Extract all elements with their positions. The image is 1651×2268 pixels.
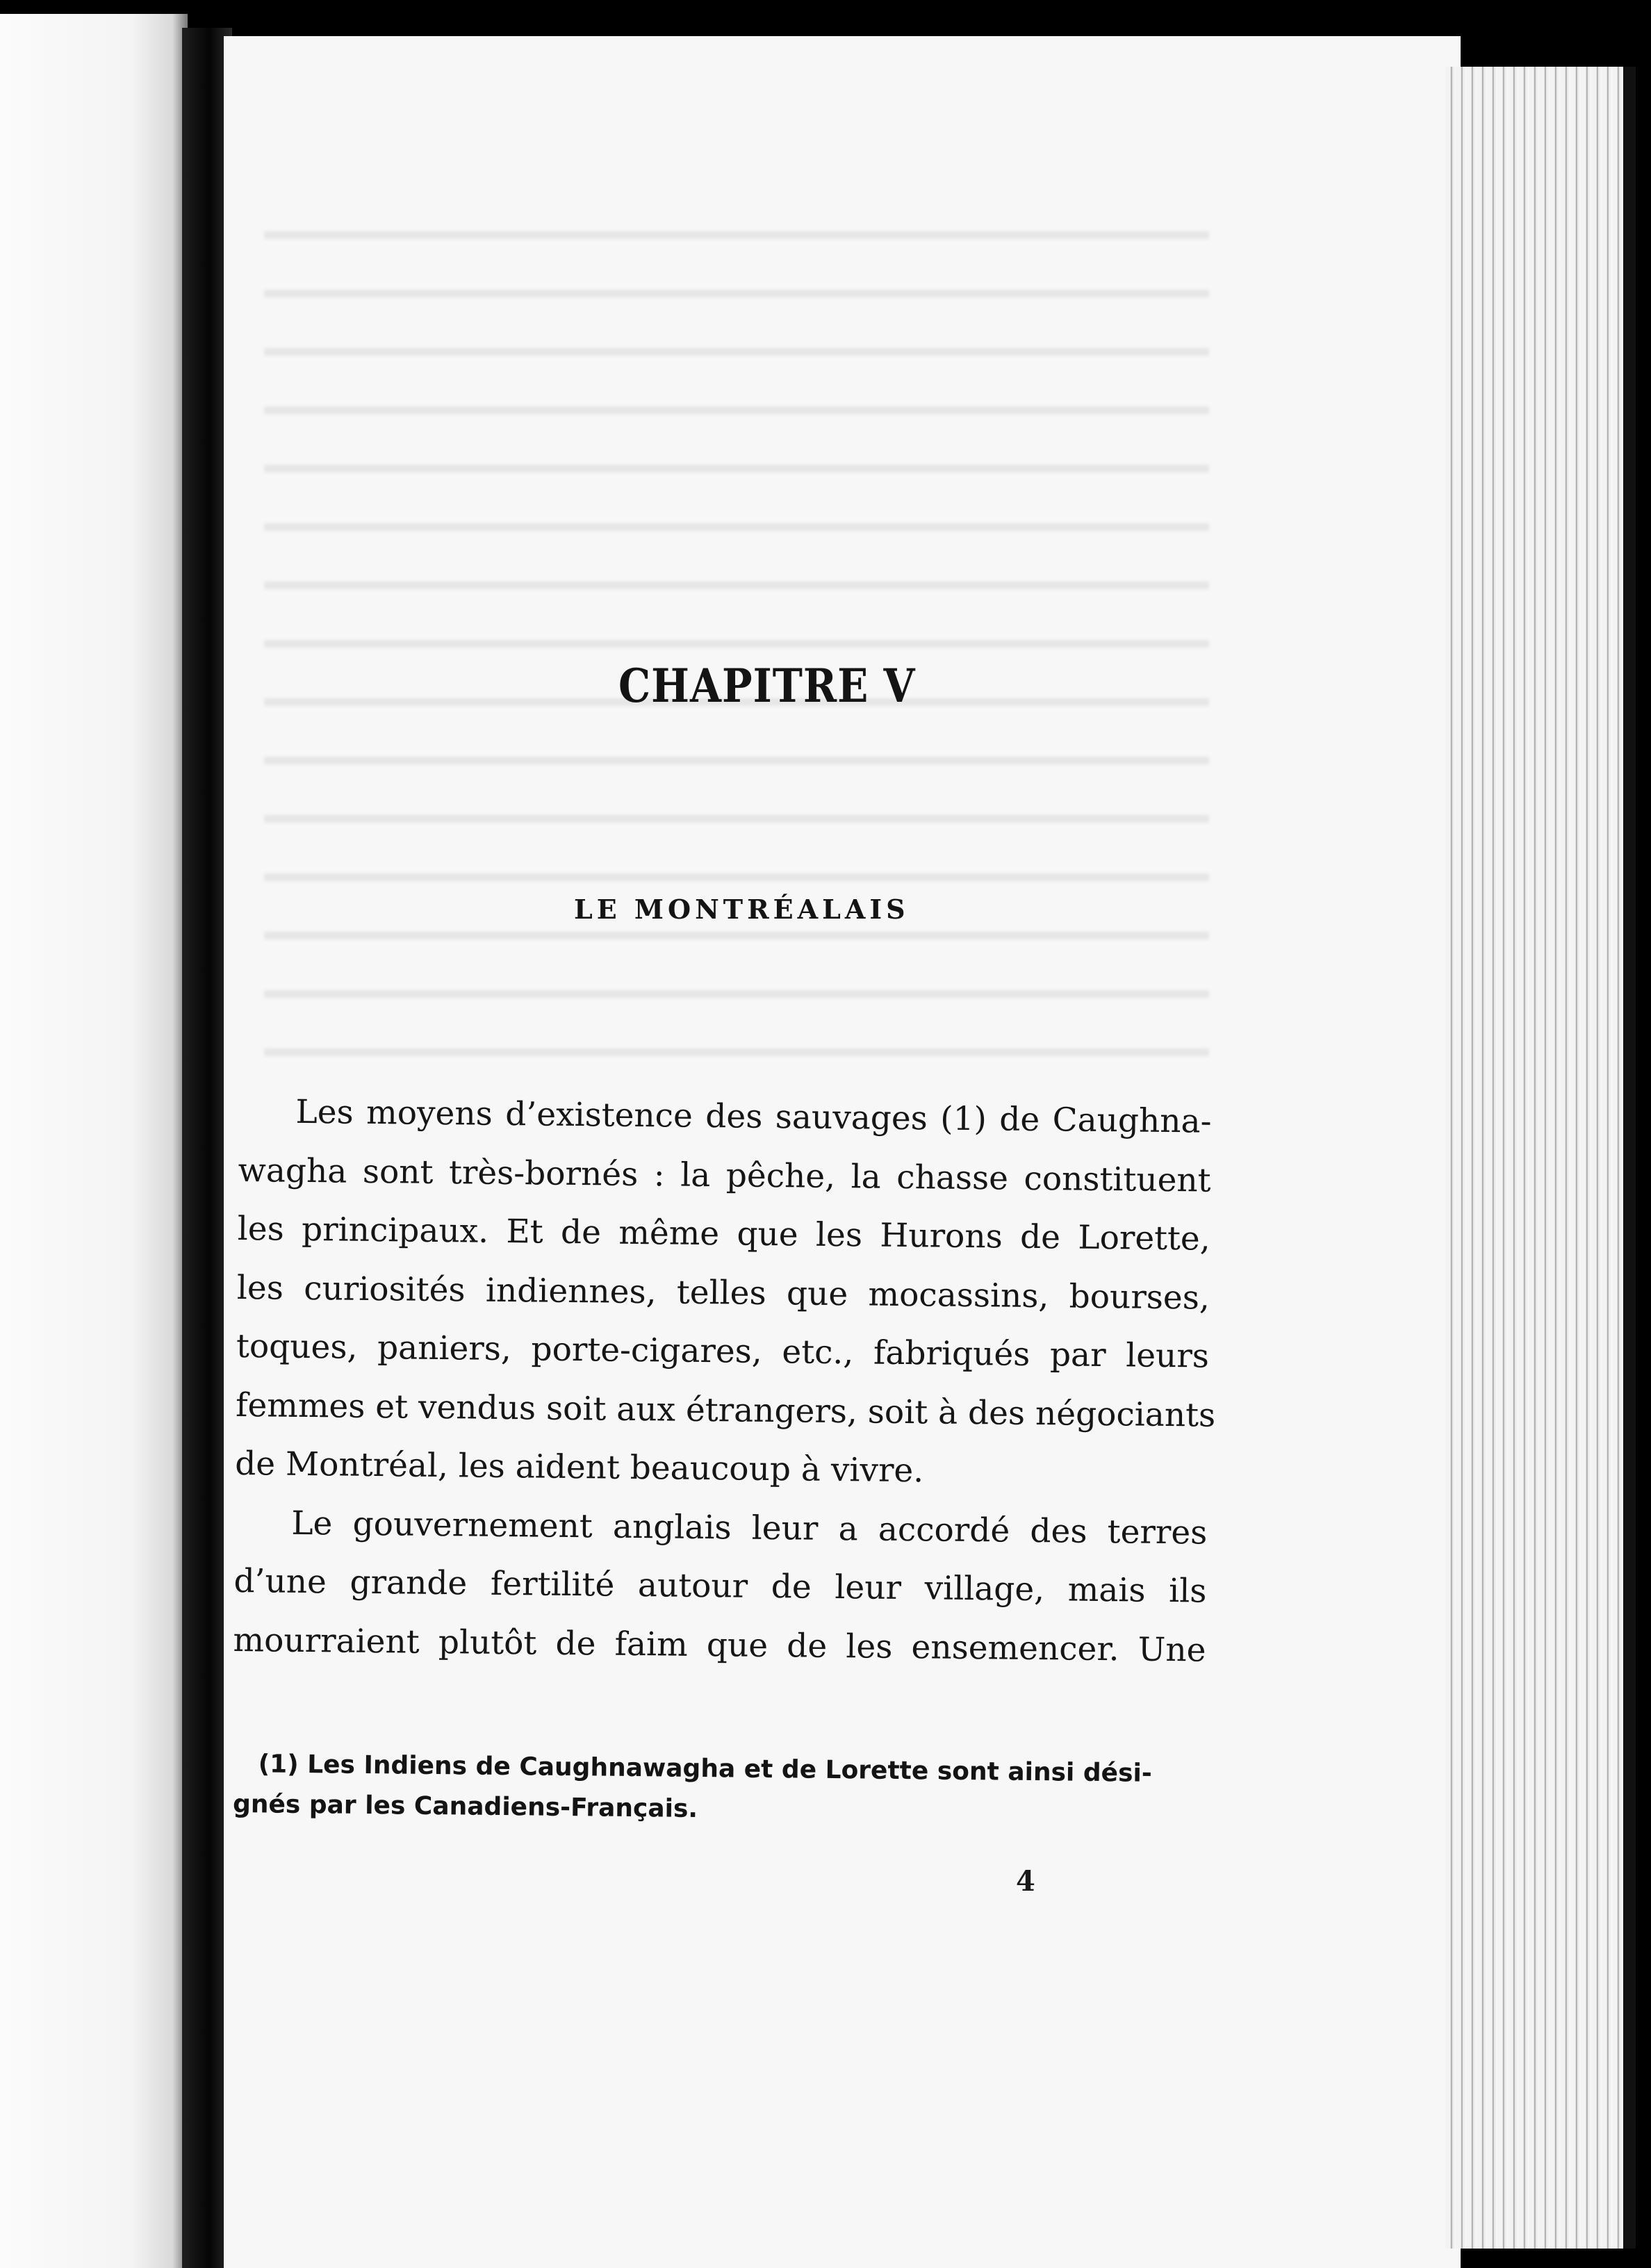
signature-mark: 4 bbox=[1016, 1865, 1035, 1898]
footnote-line: gnés par les Canadiens-Français. bbox=[232, 1789, 698, 1824]
footnote-line: (1) Les Indiens de Caughnawagha et de Lorette sont ainsi dési- bbox=[258, 1750, 1153, 1788]
chapter-title: CHAPITRE V bbox=[618, 659, 916, 714]
footnote bbox=[233, 1744, 1220, 1835]
body-line: les principaux. Et de même que les Hurons de Lorette, bbox=[237, 1209, 1211, 1258]
body-line: femmes et vendus soit aux étrangers, soit à des négociants bbox=[235, 1386, 1216, 1435]
section-title: LE MONTRÉALAIS bbox=[574, 894, 910, 925]
page-edges bbox=[1445, 67, 1623, 2249]
body-line: Le gouvernement anglais leur a accordé des terres bbox=[291, 1504, 1208, 1552]
show-through-text bbox=[264, 195, 1209, 1070]
left-page bbox=[0, 14, 188, 2268]
body-line: wagha sont très-bornés : la pêche, la chasse constituent bbox=[238, 1151, 1211, 1200]
body-line: de Montréal, les aident beaucoup à vivre. bbox=[234, 1444, 924, 1490]
body-text bbox=[233, 1083, 1216, 1680]
body-line: d’une grande fertilité autour de leur village, mais ils bbox=[233, 1561, 1207, 1611]
body-line: Les moyens d’existence des sauvages (1) de Caughna- bbox=[295, 1092, 1212, 1141]
body-line: toques, paniers, porte-cigares, etc., fabriqués par leurs bbox=[236, 1326, 1210, 1376]
body-line: mourraient plutôt de faim que de les ensemencer. Une bbox=[233, 1620, 1206, 1670]
body-line: les curiosités indiennes, telles que mocassins, bourses, bbox=[236, 1268, 1210, 1317]
